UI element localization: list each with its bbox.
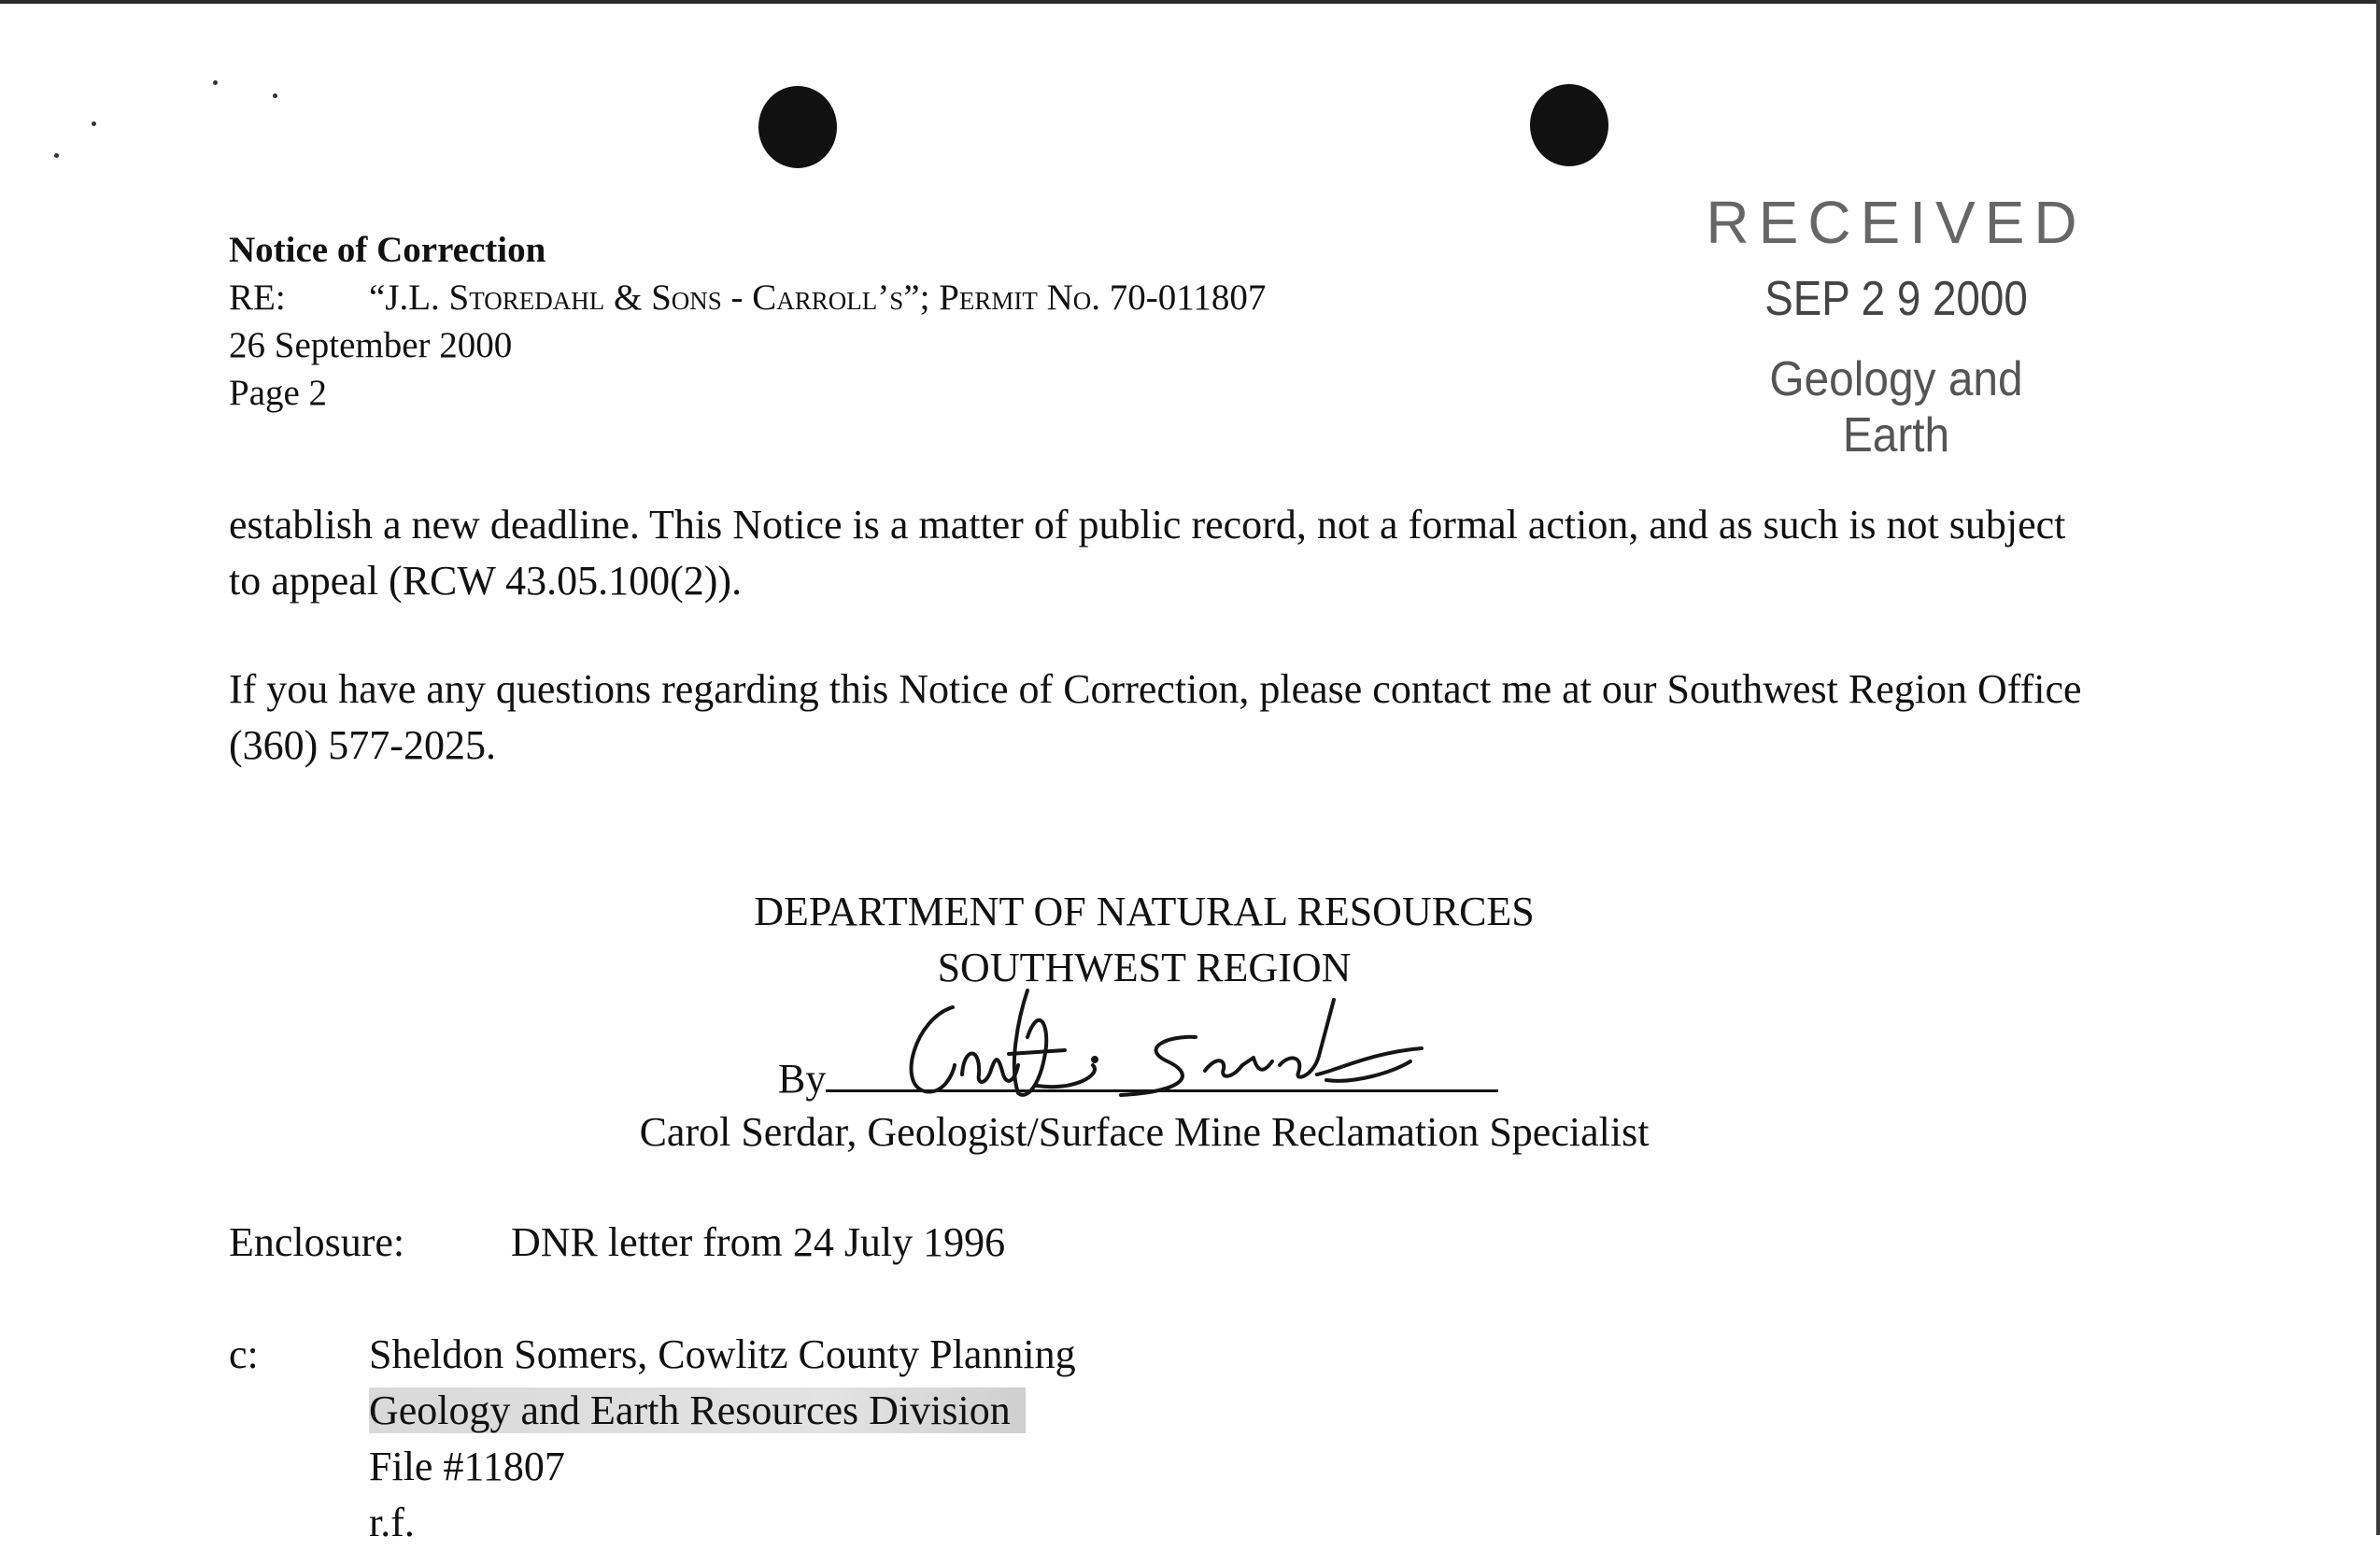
re-label: RE: [229,277,286,318]
letter-date: 26 September 2000 [229,325,513,365]
enclosure-label: Enclosure: [229,1219,405,1265]
received-stamp [1700,178,2092,463]
page-edge-right [2376,0,2380,1535]
stamp-department: Geology and Earth [1769,352,2023,462]
scan-speck [92,121,96,126]
enclosure-line [229,1215,1005,1271]
page-number: Page 2 [229,373,328,413]
letter-header [229,226,1266,417]
scan-speck [273,93,277,98]
cc-item-text: Geology and Earth Resources Division [369,1387,1026,1433]
region-name: SOUTHWEST REGION [937,945,1352,990]
stamp-title: RECEIVED [1706,189,2087,245]
scan-speck [54,153,59,158]
cc-list [369,1327,1490,1551]
cc-item [369,1327,1490,1383]
scan-speck [213,80,218,85]
cc-label: c: [229,1331,259,1377]
enclosure-text: DNR letter from 24 July 1996 [511,1219,1006,1265]
body-paragraph-1: establish a new deadline. This Notice is a matter of public record, not a formal action, and as such is not subject to appeal (RCW 43.05.100(2)). [229,502,2066,604]
cc-item [369,1439,1490,1495]
body-paragraph-2: If you have any questions regarding this Notice of Correction, please contact me at our Southwest Region Office (360) 577-2025. [229,666,2082,768]
department-name: DEPARTMENT OF NATURAL RESOURCES [754,889,1535,934]
re-subject: “J.L. Storedahl & Sons - Carroll’s”; Permit No. 70-011807 [369,277,1267,318]
cc-item-text: r.f. [369,1500,415,1545]
page-edge-top [0,0,2380,4]
by-label: By [778,1056,827,1102]
cc-item-text: Sheldon Somers, Cowlitz County Planning [369,1331,1076,1377]
signer-name: Carol Serdar, Geologist/Surface Mine Reclamation Specialist [639,1109,1650,1155]
punch-hole-right [1530,84,1608,166]
notice-title: Notice of Correction [229,230,546,270]
re-line [229,274,1266,321]
stamp-date: SEP 2 9 2000 [1764,272,2028,326]
handwritten-signature [887,981,1523,1112]
cc-item [369,1495,1490,1551]
punch-hole-left [758,86,837,168]
cc-item-text: File #11807 [369,1444,565,1489]
cc-item [369,1383,1490,1439]
signature-block [560,884,1728,996]
